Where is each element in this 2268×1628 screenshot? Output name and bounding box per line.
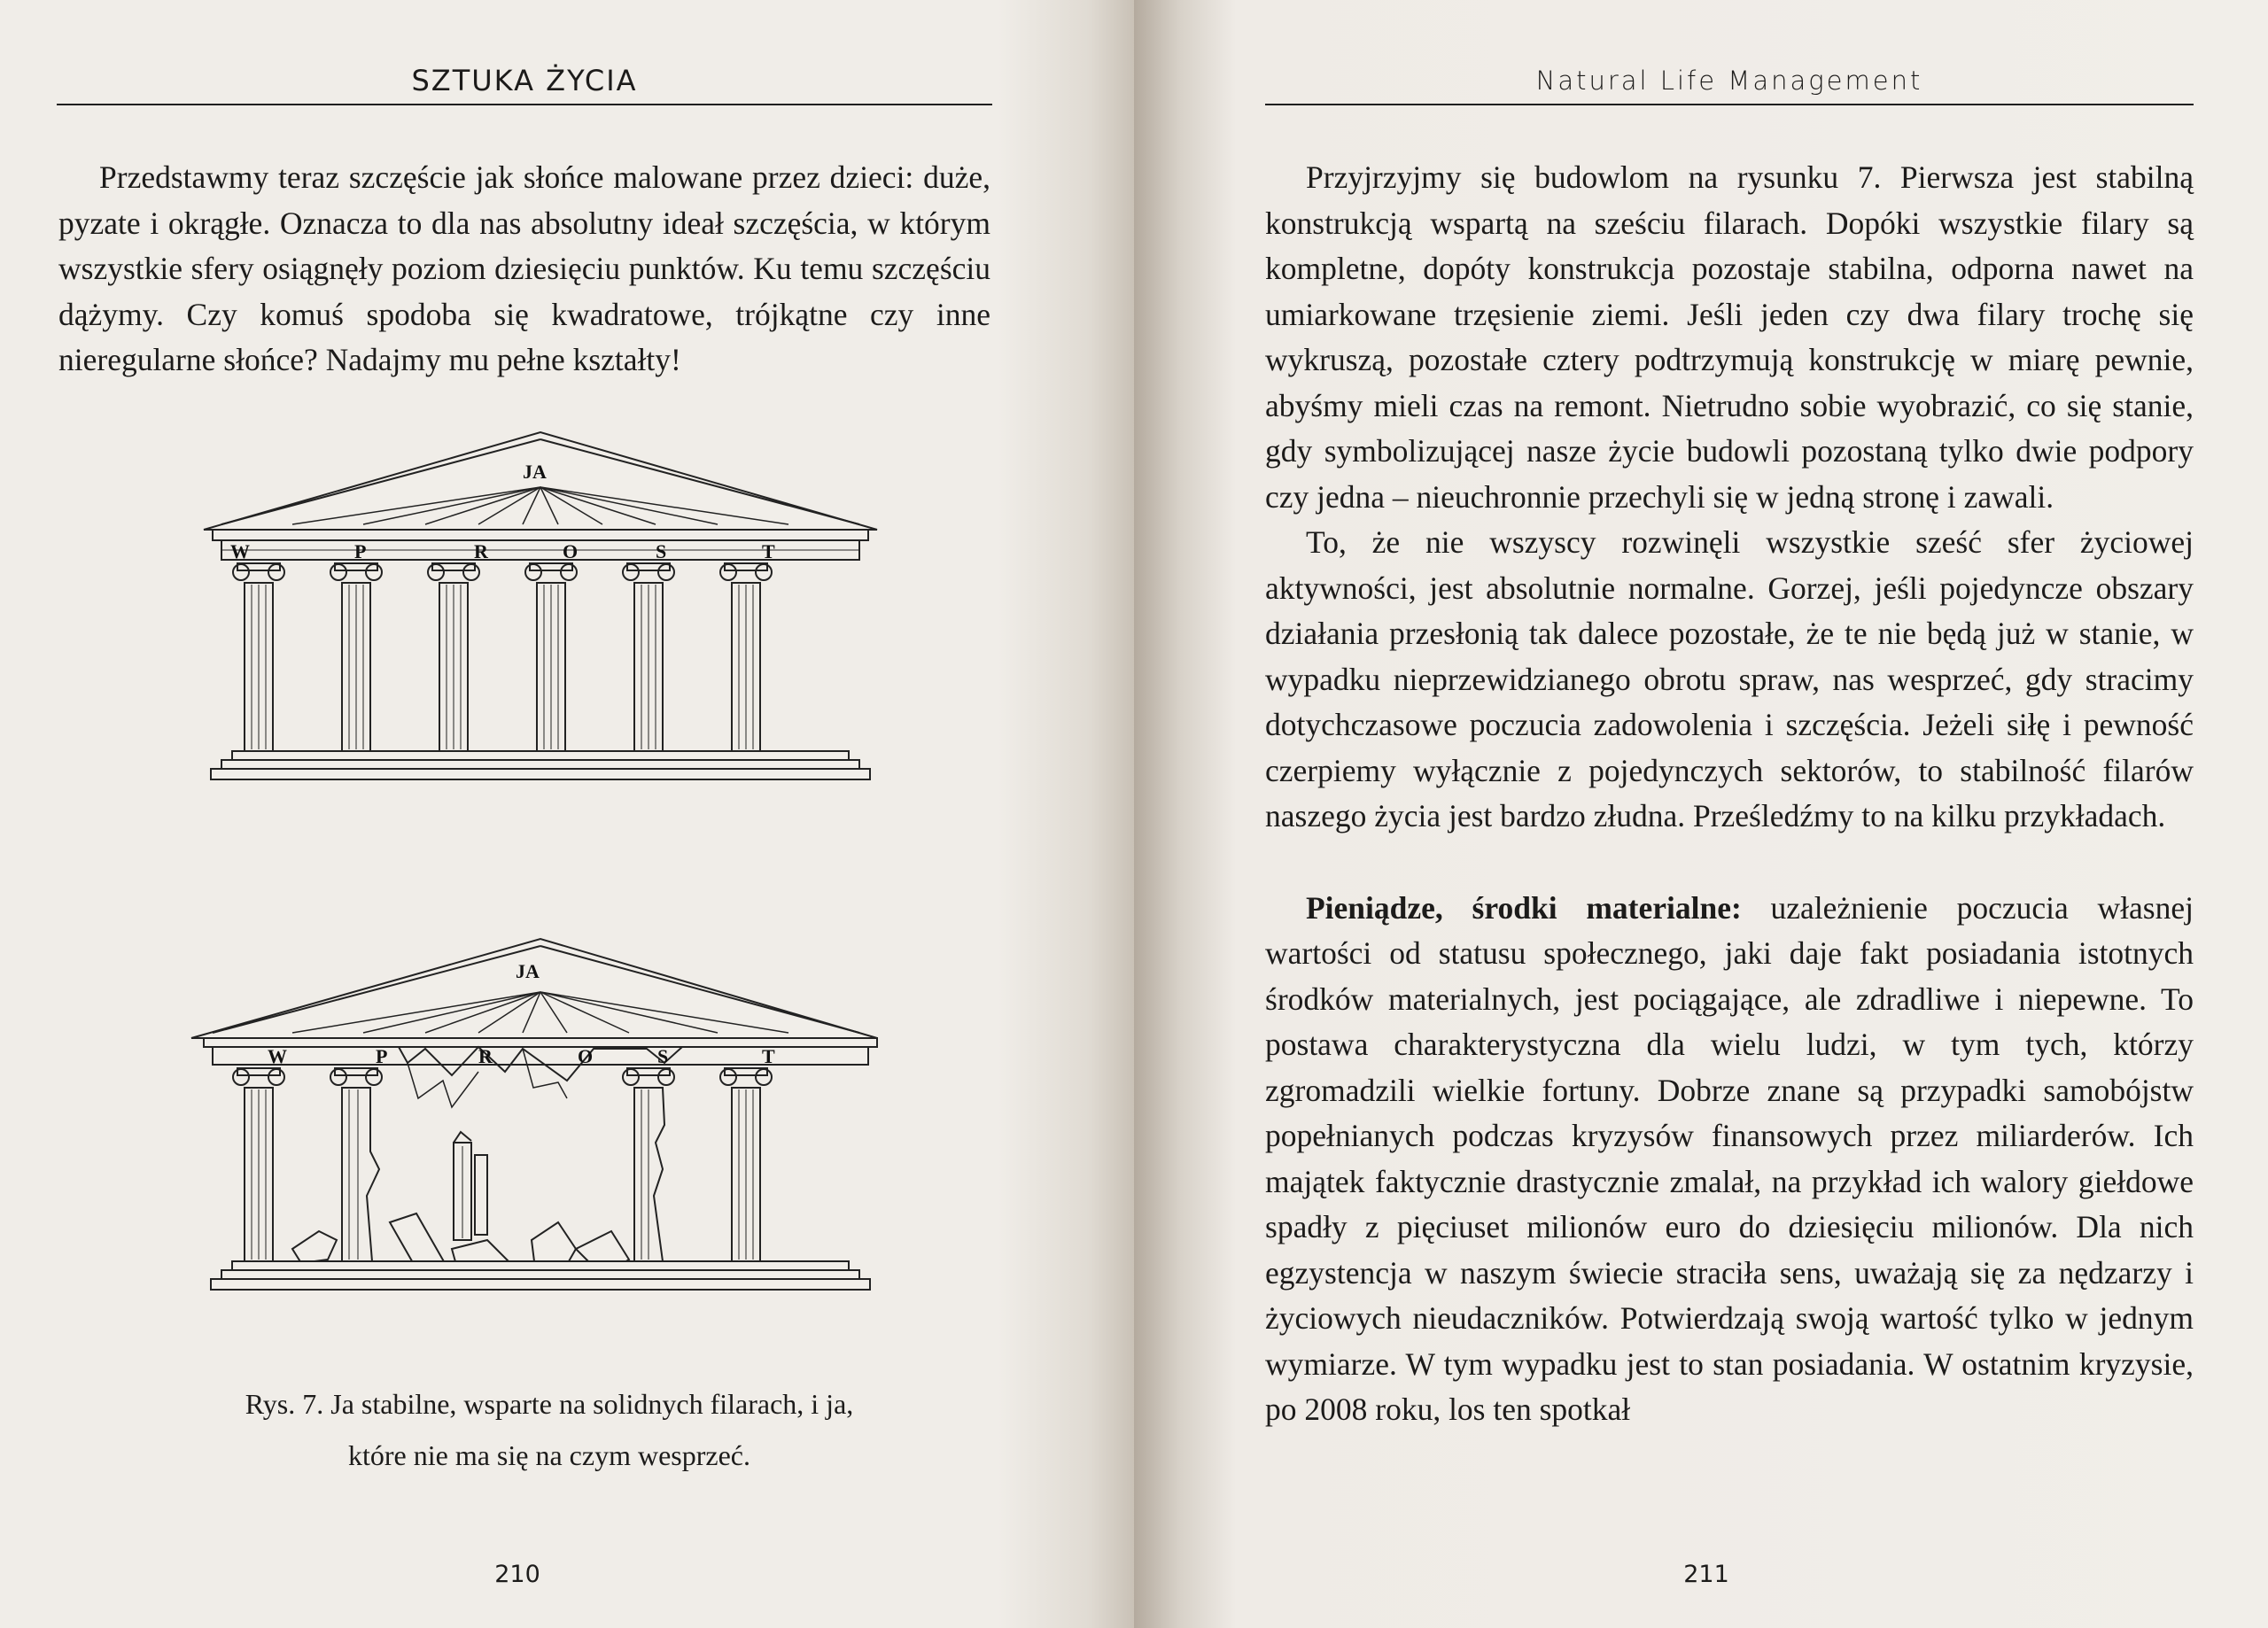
figure-caption-line-2: które nie ma się na czym wesprzeć. bbox=[347, 1439, 750, 1471]
frieze-letter: W bbox=[268, 1045, 287, 1067]
column bbox=[330, 563, 382, 751]
column bbox=[233, 563, 284, 751]
left-paragraph: Przedstawmy teraz szczęście jak słońce malowane przez dzieci: duże, pyzate i okrągłe. Oznacza to dla nas absolutny ideał szczęścia, w którym wszystkie sfery osiągnęły poziom dziesięciu punktów. Ku temu szczęściu dążymy. Czy komuś spodoba się kwadratowe, trójkątne czy inne nieregularne słońce? Nadajmy mu pełne kształty! bbox=[58, 159, 990, 377]
frieze-letter: R bbox=[474, 540, 488, 562]
frieze-letter: W bbox=[230, 540, 250, 562]
stable-temple-illustration bbox=[186, 425, 895, 788]
section-lead-bold: Pieniądze, środki materialne: bbox=[1306, 889, 1742, 926]
frieze-letter: T bbox=[762, 540, 775, 562]
column bbox=[720, 563, 772, 751]
right-page-number: 211 bbox=[1683, 1561, 1729, 1588]
figure-caption-line-1: Rys. 7. Ja stabilne, wsparte na solidnych filarach, i ja, bbox=[245, 1388, 854, 1420]
frieze-letter: O bbox=[563, 540, 579, 562]
pediment-label: JA bbox=[523, 461, 547, 483]
column bbox=[525, 563, 577, 751]
ruined-temple-illustration bbox=[186, 930, 895, 1302]
column bbox=[623, 563, 674, 751]
right-paragraph-3 bbox=[1265, 886, 2194, 1433]
right-paragraph-1: Przyjrzyjmy się budowlom na rysunku 7. Pierwsza jest stabilną konstrukcją wspartą na sześciu filarach. Dopóki wszystkie filary są kompletne, dopóty konstrukcja pozostaje stabilna, odporna nawet na umiarkowane trzęsienie ziemi. Jeśli jeden czy dwa filary trochę się wykruszą, pozostałe cztery podtrzymują konstrukcję w miarę pewnie, abyśmy mieli czas na remont. Nietrudno sobie wyobrazić, co się stanie, gdy symbolizującej nasze życie budowli pozostaną tylko dwie podpory czy jedna – nieuchronnie przechyli się w jedną stronę i zawali. bbox=[1265, 159, 2194, 515]
frieze-letter: P bbox=[376, 1045, 388, 1067]
left-page-number: 210 bbox=[494, 1561, 540, 1588]
left-header-rule bbox=[57, 104, 992, 105]
ruined-temple-drawing bbox=[186, 930, 895, 1302]
column bbox=[428, 563, 479, 751]
section-paragraph-text: uzależnienie poczucia własnej wartości od statusu społecznego, jaki daje fakt posiadania istotnych środków materialnych, jest pociągające, ale zdradliwe i niepewne. To postawa charakterystyczna dla wielu ludzi, w tym tych, którzy zgromadzili wielkie fortuny. Dobrze znane są przypadki samobójstw popełnianych podczas kryzysów finansowych przez miliarderów. Ich majątek faktycznie drastycznie zmalał, na przykład ich walory giełdowe spadły z pięciuset milionów euro do dziesięciu milionów. Dla nich egzystencja w naszym świecie straciła sens, uważają się za nędzarzy i życiowych nieudaczników. Potwierdzają swoją wartość tylko w jednym wymiarze. W tym wypadku jest to stan posiadania. W ostatnim kryzysie, po 2008 roku, los ten spotkał bbox=[1265, 889, 2194, 1427]
right-header-rule bbox=[1265, 104, 2194, 105]
left-running-head: SZTUKA ŻYCIA bbox=[411, 64, 638, 97]
right-running-head: Natural Life Management bbox=[1535, 66, 1923, 96]
frieze-letter: P bbox=[354, 540, 367, 562]
right-page bbox=[1134, 0, 2268, 1628]
frieze-letter: S bbox=[656, 540, 667, 562]
stable-temple-drawing bbox=[186, 425, 895, 788]
frieze-letter: O bbox=[578, 1045, 594, 1067]
frieze-letter: R bbox=[478, 1045, 493, 1067]
right-paragraph-2: To, że nie wszyscy rozwinęli wszystkie sześć sfer życiowej aktywności, jest absolutnie normalne. Gorzej, jeśli pojedyncze obszary działania przesłonią tak dalece pozostałe, że te nie będą już w stanie, w wypadku nieprzewidzianego obrotu spraw, nas wesprzeć, gdy stracimy dotychczasowe poczucia zadowolenia i szczęścia. Jeżeli siłę i pewność czerpiemy wyłącznie z pojedynczych sektorów, to stabilność filarów naszego życia jest bardzo złudna. Prześledźmy to na kilku przykładach. bbox=[1265, 524, 2194, 833]
frieze-letter: T bbox=[762, 1045, 775, 1067]
columns bbox=[233, 563, 772, 751]
left-body-text bbox=[58, 155, 990, 384]
stylobate bbox=[232, 751, 849, 760]
right-body-text bbox=[1265, 155, 2194, 1433]
pediment-label: JA bbox=[516, 960, 540, 982]
frieze-letter: S bbox=[657, 1045, 669, 1067]
